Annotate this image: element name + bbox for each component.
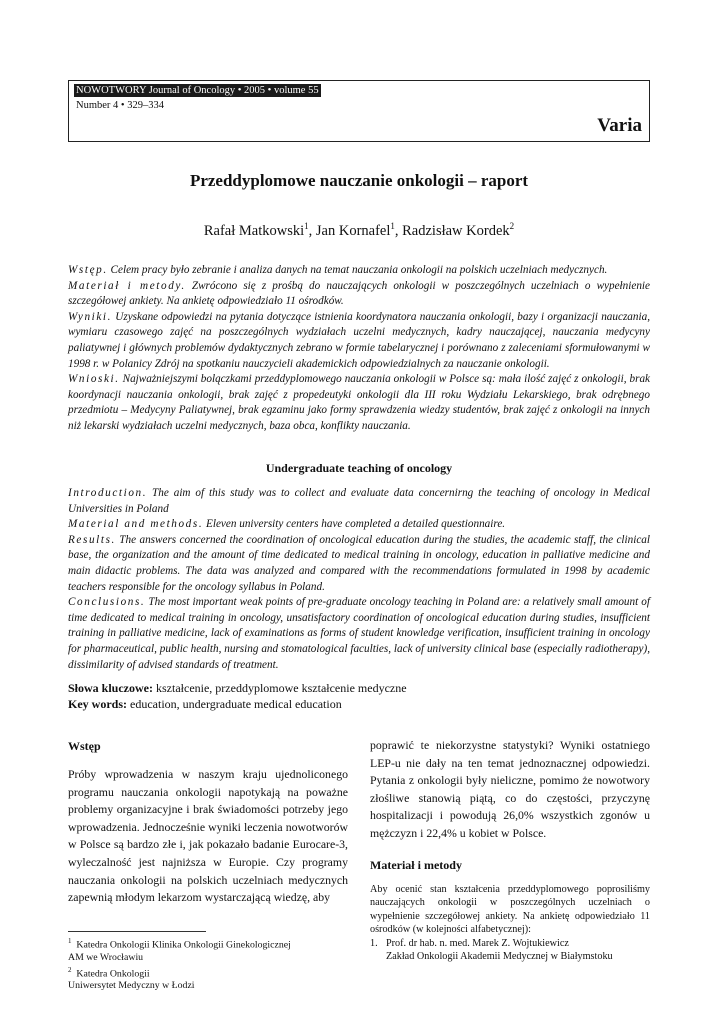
keywords-label: Słowa kluczowe: <box>68 681 153 695</box>
abstract-text: The answers concerned the coordination of oncological education during the studies, the academic staff, the clinical base, the organization and the amount of time dedicated to medical training in oncology, education in palliative medicine and main didactic problems. The data was analyzed and compared with the recommendations formulated in 1998 by academic teachers responsible for the oncology syllabus in Poland. <box>68 533 650 593</box>
list-item <box>370 937 650 964</box>
list-text <box>386 937 613 964</box>
abstract-label: Results. <box>68 533 116 546</box>
abstract-conclusions <box>68 372 650 434</box>
abstract-label: Material and methods. <box>68 518 204 531</box>
author-separator: , <box>394 222 403 239</box>
abstract-methods <box>68 517 650 533</box>
footnote-text: Katedra Onkologii <box>76 968 150 980</box>
keywords-polish <box>68 680 650 696</box>
abstract-text: Uzyskane odpowiedzi na pytania dotyczące istnienia koordynatora nauczania onkologii, bazy i organizacji nauczania, wymiaru czasowego zajęć na poszczególnych wydziałach uczelni medycznych, kadry nauczającej, nauczania medycyny paliatywnej i głównych problemów dydaktycznych zebrano w formie tabelarycznej i porównano z zaleceniami sformułowanymi w 1998 r. w Polanicy Zdrój na spotkaniu nauczycieli akademickich odpowiedzialnych za nauczanie onkologii. <box>68 310 650 370</box>
abstract-label: Introduction. <box>68 487 148 499</box>
abstract-label: Conclusions. <box>68 596 146 609</box>
keywords-text: kształcenie, przeddyplomowe kształcenie medyczne <box>153 681 407 695</box>
footnote-text: Uniwersytet Medyczny w Łodzi <box>68 980 195 992</box>
author-affiliation-mark: 2 <box>509 221 515 231</box>
body-paragraph: poprawić te niekorzystne statystyki? Wyniki ostatniego LEP-u nie dały na ten temat jednoznacznej odpowiedzi. Pytania z onkologii były nieliczne, pomimo że nowotwory złośliwe stanowią piątą, co do częstości, przyczynę hospitalizacji i powodują 26,0% wszystkich zgonów u mężczyzn i 22,4% u kobiet w Polsce. <box>370 738 650 840</box>
list-line: Zakład Onkologii Akademii Medycznej w Białymstoku <box>386 951 613 963</box>
keywords-block <box>68 680 650 712</box>
footnote-2 <box>68 964 358 981</box>
article-title: Przeddyplomowe nauczanie onkologii – raport <box>189 171 529 190</box>
author-name: Radzisław Kordek <box>402 222 510 239</box>
right-column <box>370 737 650 964</box>
author-affiliation-mark: 1 <box>304 221 309 231</box>
keywords-label: Key words: <box>68 697 127 711</box>
footnote-1 <box>68 935 358 952</box>
abstract-label: Wstęp. <box>68 264 108 276</box>
author-name: Rafał Matkowski <box>203 222 305 239</box>
footnote-mark: 1 <box>68 937 72 945</box>
section-heading: Materiał i metody <box>370 857 462 872</box>
abstract-english <box>68 486 650 673</box>
keywords-text: education, undergraduate medical education <box>127 697 342 711</box>
abstract-results <box>68 310 650 372</box>
body-paragraph: Aby ocenić stan kształcenia przeddyplomowego poprosiliśmy nauczających onkologii w poszczególnych uczelniach o wypełnienie szczegółowej ankiety. Na ankietę odpowiedziało 11 ośrodków (w kolejności alfabetycznej): <box>370 883 650 936</box>
abstract-text: Zwrócono się z prośbą do nauczających onkologii w poszczególnych uczelniach o wypełnienie szczegółowej ankiety. Na ankietę odpowiedziało 11 ośrodków. <box>68 279 650 308</box>
abstract-intro <box>68 486 650 517</box>
english-title: Undergraduate teaching of oncology <box>265 461 453 475</box>
footnotes <box>68 935 358 993</box>
journal-name-bar: NOWOTWORY Journal of Oncology • 2005 • volume 55 <box>76 85 319 96</box>
abstract-polish <box>68 263 650 435</box>
abstract-text: The aim of this study was to collect and evaluate data concernirng the teaching of oncology in Medical Universities in Poland <box>68 487 650 515</box>
footnote-text: AM we Wrocławiu <box>68 951 144 963</box>
author-separator: , <box>308 222 316 239</box>
author-affiliation-mark: 1 <box>390 221 395 231</box>
abstract-label: Materiał i metody. <box>68 279 186 292</box>
body-paragraph: Próby wprowadzenia w naszym kraju ujednoliconego programu nauczania onkologii napotykają na poważne problemy organizacyjne i brak świadomości potrzeby jego wprowadzenia. Jednocześnie wyniki leczenia nowotworów w Polsce są bardzo złe i, jak pokazało badanie Eurocare-3, wyleczalność jest najniższa w Europie. Czy programy nauczania onkologii na polskich uczelniach medycznych zapewnią młodym lekarzom wystarczającą wiedzę, aby <box>68 767 348 905</box>
abstract-conclusions <box>68 595 650 673</box>
left-column <box>68 738 348 907</box>
author-name: Jan Kornafel <box>315 222 391 239</box>
abstract-text: Eleven university centers have completed a detailed questionnaire. <box>203 518 506 531</box>
list-number: 1. <box>370 937 378 949</box>
abstract-text: Celem pracy było zebranie i analiza danych na temat nauczania onkologii na polskich uczelniach medycznych. <box>107 264 608 276</box>
section-heading: Wstęp <box>68 739 101 753</box>
list-line: Prof. dr hab. n. med. Marek Z. Wojtukiewicz <box>386 937 569 949</box>
abstract-methods <box>68 279 650 310</box>
footnote-divider <box>68 931 206 932</box>
section-title: Varia <box>597 115 642 136</box>
footnote-text: Katedra Onkologii Klinika Onkologii Ginekologicznej <box>76 939 291 951</box>
footnote-mark: 2 <box>68 965 72 974</box>
abstract-text: The most important weak points of pre-graduate oncology teaching in Poland are: a relatively small amount of time dedicated to medical training in oncology, unsatisfactory coordination of oncological education during studies, insufficient training in palliative medicine, lack of examinations as forms of student knowledge verification, insufficient training in oncology for pharmaceutical, public health, nursing and stomatological faculties, lack of university clinical base (especially radiotherapy), dissimilarity of advised standards of treatment. <box>68 596 650 671</box>
abstract-results <box>68 533 650 595</box>
abstract-label: Wnioski. <box>68 373 120 386</box>
abstract-text: Najważniejszymi bolączkami przeddyplomowego nauczania onkologii w Polsce są: mała ilość zajęć z onkologii, brak koordynacji nauczania onkologii, brak zajęć z propedeutyki onkologii dla III roku Wydziału Lekarskiego, brak odrębnego przedmiotu – Medycyny Paliatywnej, brak egzaminu jako formy sprawdzenia wiedzy studentów, brak zajęć z onkologii na innych niż lekarski wydziałach uczelni medycznych, baza obca, konflikty nauczania. <box>68 373 650 432</box>
keywords-english <box>68 696 650 712</box>
issue-info: Number 4 • 329–334 <box>76 100 164 111</box>
abstract-label: Wyniki. <box>68 310 113 323</box>
abstract-intro <box>68 263 650 279</box>
author-list <box>0 216 718 241</box>
